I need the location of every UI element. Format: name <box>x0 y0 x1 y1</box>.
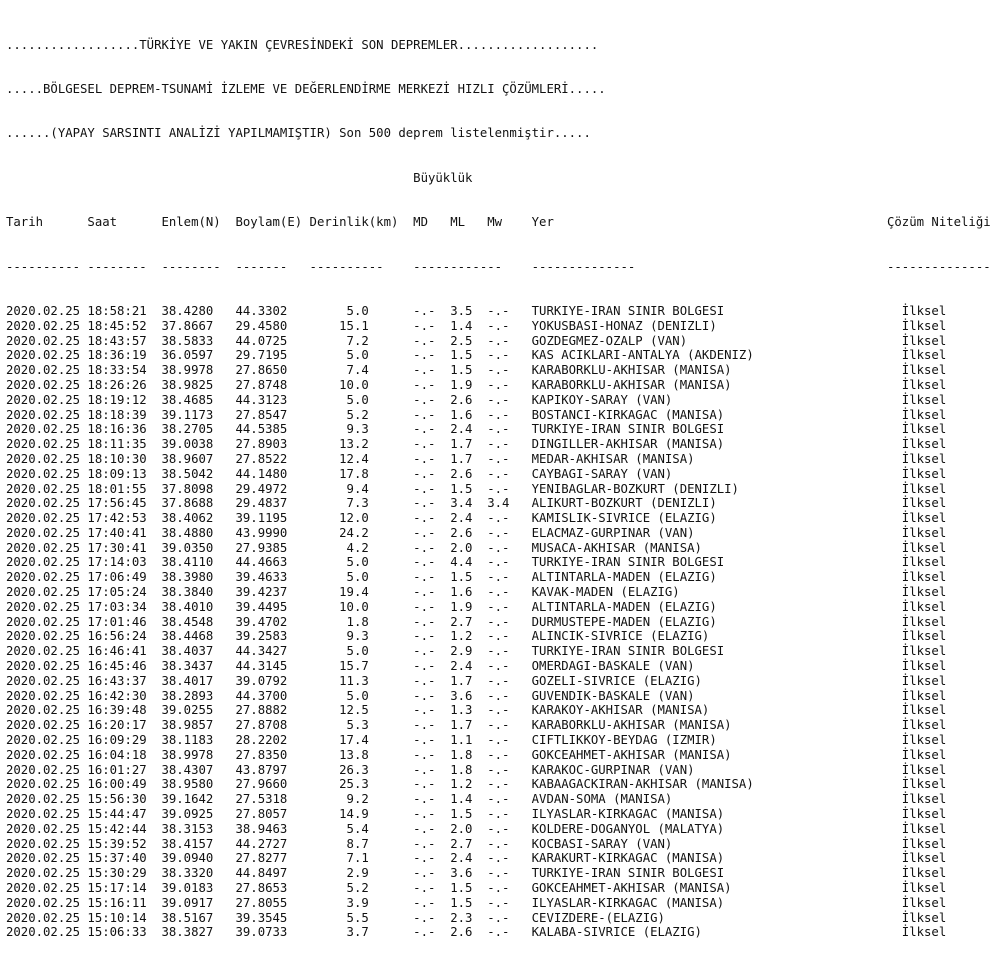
table-row: 2020.02.25 16:39:48 39.0255 27.8882 12.5 -.- 1.3 -.- KARAKOY-AKHISAR (MANISA) İlksel <box>6 703 947 718</box>
table-row: 2020.02.25 16:20:17 38.9857 27.8708 5.3 -.- 1.7 -.- KARABORKLU-AKHISAR (MANISA) İlksel <box>6 718 947 733</box>
note-line: ......(YAPAY SARSINTI ANALİZİ YAPILMAMIŞTIR) Son 500 deprem listelenmiştir..... <box>6 126 591 141</box>
subtitle-line: .....BÖLGESEL DEPREM-TSUNAMİ İZLEME VE DEĞERLENDİRME MERKEZİ HIZLI ÇÖZÜMLERİ..... <box>6 81 606 96</box>
column-headers: Tarih Saat Enlem(N) Boylam(E) Derinlik(km) MD ML Mw Yer Çözüm Niteliği <box>6 215 991 230</box>
table-row: 2020.02.25 16:09:29 38.1183 28.2202 17.4 -.- 1.1 -.- CIFTLIKKOY-BEYDAG (IZMIR) İlksel <box>6 733 947 748</box>
table-row: 2020.02.25 15:37:40 39.0940 27.8277 7.1 -.- 2.4 -.- KARAKURT-KIRKAGAC (MANISA) İlksel <box>6 851 947 866</box>
table-row: 2020.02.25 18:26:26 38.9825 27.8748 10.0 -.- 1.9 -.- KARABORKLU-AKHISAR (MANISA) İlksel <box>6 377 947 392</box>
table-row: 2020.02.25 16:43:37 38.4017 39.0792 11.3 -.- 1.7 -.- GOZELI-SIVRICE (ELAZIG) İlksel <box>6 673 947 688</box>
table-row: 2020.02.25 15:16:11 39.0917 27.8055 3.9 -.- 1.5 -.- ILYASLAR-KIRKAGAC (MANISA) İlksel <box>6 895 947 910</box>
table-row: 2020.02.25 15:17:14 39.0183 27.8653 5.2 -.- 1.5 -.- GOKCEAHMET-AKHISAR (MANISA) İlksel <box>6 881 947 896</box>
table-row: 2020.02.25 15:42:44 38.3153 38.9463 5.4 -.- 2.0 -.- KOLDERE-DOGANYOL (MALATYA) İlksel <box>6 821 947 836</box>
table-row: 2020.02.25 18:09:13 38.5042 44.1480 17.8 -.- 2.6 -.- CAYBAGI-SARAY (VAN) İlksel <box>6 466 947 481</box>
table-row: 2020.02.25 18:18:39 39.1173 27.8547 5.2 -.- 1.6 -.- BOSTANCI-KIRKAGAC (MANISA) İlksel <box>6 407 947 422</box>
table-row: 2020.02.25 18:58:21 38.4280 44.3302 5.0 -.- 3.5 -.- TURKIYE-IRAN SINIR BOLGESI İlksel <box>6 303 947 318</box>
table-row: 2020.02.25 18:11:35 39.0038 27.8903 13.2 -.- 1.7 -.- DINGILLER-AKHISAR (MANISA) İlksel <box>6 437 947 452</box>
table-row: 2020.02.25 16:04:18 38.9978 27.8350 13.8 -.- 1.8 -.- GOKCEAHMET-AKHISAR (MANISA) İlksel <box>6 747 947 762</box>
table-row: 2020.02.25 17:42:53 38.4062 39.1195 12.0 -.- 2.4 -.- KAMISLIK-SIVRICE (ELAZIG) İlksel <box>6 511 947 526</box>
table-row: 2020.02.25 16:56:24 38.4468 39.2583 9.3 -.- 1.2 -.- ALINCIK-SIVRICE (ELAZIG) İlksel <box>6 629 947 644</box>
magnitude-group-label: Büyüklük <box>6 170 473 185</box>
table-row: 2020.02.25 17:03:34 38.4010 39.4495 10.0 -.- 1.9 -.- ALTINTARLA-MADEN (ELAZIG) İlksel <box>6 599 947 614</box>
table-row: 2020.02.25 16:45:46 38.3437 44.3145 15.7 -.- 2.4 -.- OMERDAGI-BASKALE (VAN) İlksel <box>6 659 947 674</box>
table-row: 2020.02.25 17:40:41 38.4880 43.9990 24.2 -.- 2.6 -.- ELACMAZ-GURPINAR (VAN) İlksel <box>6 525 947 540</box>
table-row: 2020.02.25 15:30:29 38.3320 44.8497 2.9 -.- 3.6 -.- TURKIYE-IRAN SINIR BOLGESI İlksel <box>6 866 947 881</box>
title-line: ..................TÜRKİYE VE YAKIN ÇEVRESİNDEKİ SON DEPREMLER................... <box>6 37 599 52</box>
table-row: 2020.02.25 15:10:14 38.5167 39.3545 5.5 -.- 2.3 -.- CEVIZDERE-(ELAZIG) İlksel <box>6 910 947 925</box>
table-row: 2020.02.25 15:56:30 39.1642 27.5318 9.2 -.- 1.4 -.- AVDAN-SOMA (MANISA) İlksel <box>6 792 947 807</box>
table-row: 2020.02.25 17:01:46 38.4548 39.4702 1.8 -.- 2.7 -.- DURMUSTEPE-MADEN (ELAZIG) İlksel <box>6 614 947 629</box>
table-row: 2020.02.25 18:33:54 38.9978 27.8650 7.4 -.- 1.5 -.- KARABORKLU-AKHISAR (MANISA) İlksel <box>6 363 947 378</box>
column-underlines: ---------- -------- -------- ------- ---------- ------------ -------------- -------------- <box>6 259 991 274</box>
table-row: 2020.02.25 18:01:55 37.8098 29.4972 9.4 -.- 1.5 -.- YENIBAGLAR-BOZKURT (DENIZLI) İlksel <box>6 481 947 496</box>
table-row: 2020.02.25 15:06:33 38.3827 39.0733 3.7 -.- 2.6 -.- KALABA-SIVRICE (ELAZIG) İlksel <box>6 925 947 940</box>
table-row: 2020.02.25 17:14:03 38.4110 44.4663 5.0 -.- 4.4 -.- TURKIYE-IRAN SINIR BOLGESI İlksel <box>6 555 947 570</box>
earthquake-listing <box>6 8 991 955</box>
table-row: 2020.02.25 15:44:47 39.0925 27.8057 14.9 -.- 1.5 -.- ILYASLAR-KIRKAGAC (MANISA) İlksel <box>6 807 947 822</box>
table-row: 2020.02.25 18:45:52 37.8667 29.4580 15.1 -.- 1.4 -.- YOKUSBASI-HONAZ (DENIZLI) İlksel <box>6 318 947 333</box>
table-row: 2020.02.25 18:36:19 36.0597 29.7195 5.0 -.- 1.5 -.- KAS ACIKLARI-ANTALYA (AKDENIZ) İlksel <box>6 348 947 363</box>
table-row: 2020.02.25 16:46:41 38.4037 44.3427 5.0 -.- 2.9 -.- TURKIYE-IRAN SINIR BOLGESI İlksel <box>6 644 947 659</box>
table-row: 2020.02.25 18:43:57 38.5833 44.0725 7.2 -.- 2.5 -.- GOZDEGMEZ-OZALP (VAN) İlksel <box>6 333 947 348</box>
table-row: 2020.02.25 16:01:27 38.4307 43.8797 26.3 -.- 1.8 -.- KARAKOC-GURPINAR (VAN) İlksel <box>6 762 947 777</box>
table-row: 2020.02.25 17:56:45 37.8688 29.4837 7.3 -.- 3.4 3.4 ALIKURT-BOZKURT (DENIZLI) İlksel <box>6 496 947 511</box>
table-row: 2020.02.25 17:06:49 38.3980 39.4633 5.0 -.- 1.5 -.- ALTINTARLA-MADEN (ELAZIG) İlksel <box>6 570 947 585</box>
table-row: 2020.02.25 18:19:12 38.4685 44.3123 5.0 -.- 2.6 -.- KAPIKOY-SARAY (VAN) İlksel <box>6 392 947 407</box>
table-row: 2020.02.25 17:30:41 39.0350 27.9385 4.2 -.- 2.0 -.- MUSACA-AKHISAR (MANISA) İlksel <box>6 540 947 555</box>
table-row: 2020.02.25 15:39:52 38.4157 44.2727 8.7 -.- 2.7 -.- KOCBASI-SARAY (VAN) İlksel <box>6 836 947 851</box>
earthquake-rows <box>6 304 991 940</box>
table-row: 2020.02.25 16:42:30 38.2893 44.3700 5.0 -.- 3.6 -.- GUVENDIK-BASKALE (VAN) İlksel <box>6 688 947 703</box>
table-row: 2020.02.25 18:10:30 38.9607 27.8522 12.4 -.- 1.7 -.- MEDAR-AKHISAR (MANISA) İlksel <box>6 451 947 466</box>
table-row: 2020.02.25 16:00:49 38.9580 27.9660 25.3 -.- 1.2 -.- KABAAGACKIRAN-AKHISAR (MANISA) İlksel <box>6 777 947 792</box>
table-row: 2020.02.25 18:16:36 38.2705 44.5385 9.3 -.- 2.4 -.- TURKIYE-IRAN SINIR BOLGESI İlksel <box>6 422 947 437</box>
table-row: 2020.02.25 17:05:24 38.3840 39.4237 19.4 -.- 1.6 -.- KAVAK-MADEN (ELAZIG) İlksel <box>6 585 947 600</box>
